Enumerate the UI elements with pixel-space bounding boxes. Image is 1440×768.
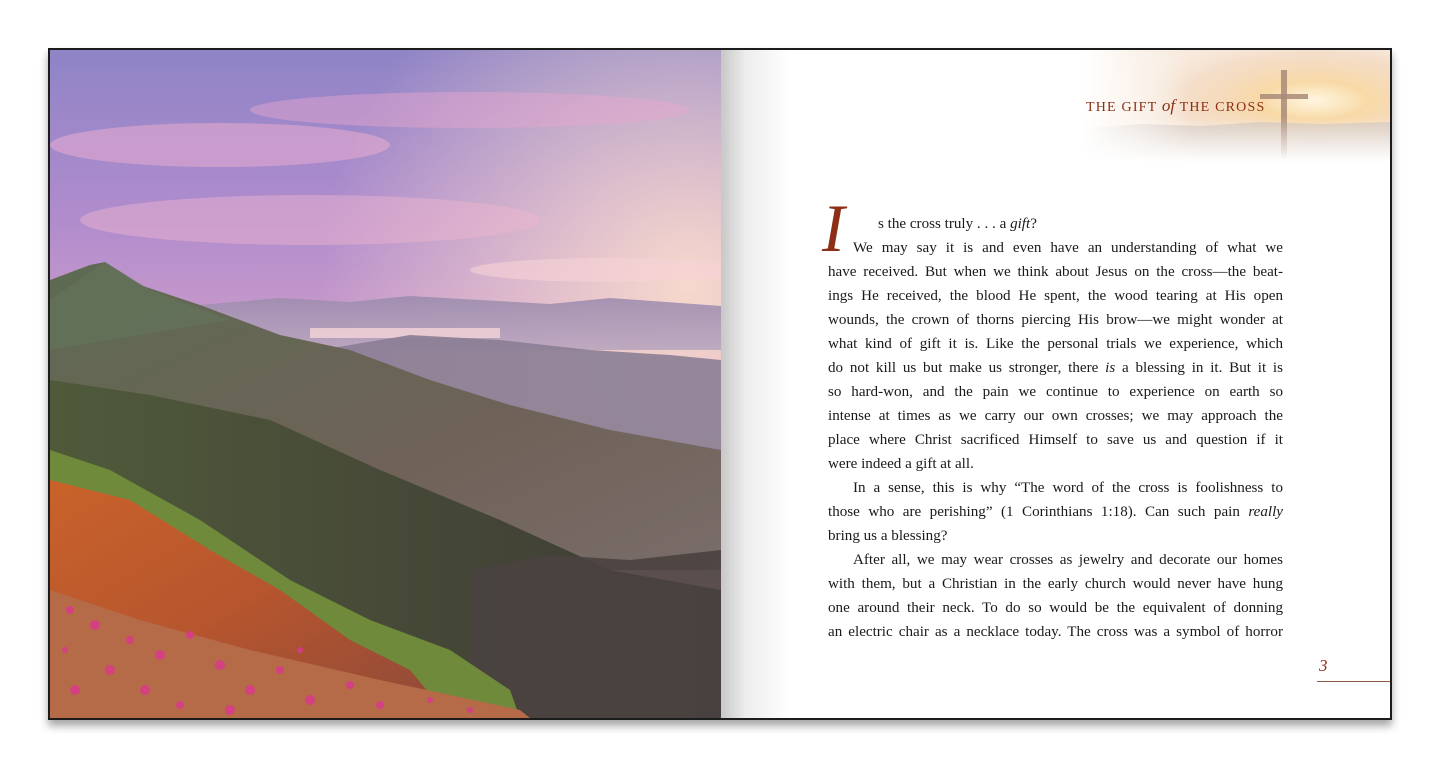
body-line — [828, 212, 1283, 236]
text-run: After all, we may wear crosses as jewelry and decorate our homes — [853, 552, 1283, 568]
text-run: with them, but a Christian in the early church would never have hung — [828, 576, 1283, 592]
text-run: s the cross truly . . . a — [878, 216, 1011, 232]
emphasis-text: really — [1248, 504, 1283, 520]
body-line — [828, 284, 1283, 308]
drop-cap: I — [822, 190, 845, 266]
body-line — [828, 620, 1283, 644]
mountain-landscape-image — [50, 50, 721, 718]
running-head-italic: of — [1161, 96, 1176, 115]
text-run: wounds, the crown of thorns piercing His brow—we might wonder at — [828, 312, 1283, 328]
text-run: In a sense, this is why “The word of the cross is foolishness to — [853, 480, 1283, 496]
text-run: have received. But when we think about Jesus on the cross—the beat- — [828, 264, 1283, 280]
text-run: what kind of gift it is. Like the personal trials we experience, which — [828, 336, 1283, 352]
body-text — [822, 190, 1283, 644]
body-line — [828, 380, 1283, 404]
text-run: intense at times as we carry our own crosses; we may approach the — [828, 408, 1283, 424]
body-line — [828, 332, 1283, 356]
text-run: those who are perishing” (1 Corinthians 1:18). Can such pain — [828, 504, 1249, 520]
text-run: ings He received, the blood He spent, the wood tearing at His open — [828, 288, 1283, 304]
page-number-rule — [1317, 681, 1392, 682]
emphasis-text: gift — [1010, 216, 1031, 232]
body-line — [828, 524, 1283, 548]
body-lines — [828, 212, 1283, 644]
body-line — [828, 572, 1283, 596]
book-spread — [48, 48, 1392, 720]
body-line — [828, 236, 1283, 260]
running-head-part2: THE CROSS — [1179, 100, 1266, 115]
text-run: an electric chair as a necklace today. The cross was a symbol of horror — [828, 624, 1283, 640]
text-run: so hard-won, and the pain we continue to experience on earth so — [828, 384, 1283, 400]
left-page-photo — [50, 50, 721, 718]
text-run: a blessing in it. But it is — [1115, 360, 1283, 376]
body-line — [828, 596, 1283, 620]
text-run: We may say it is and even have an understanding of what we — [853, 240, 1283, 256]
running-head-part1: THE GIFT — [1086, 100, 1158, 115]
running-head — [1086, 96, 1265, 116]
emphasis-text: is — [1105, 360, 1116, 376]
body-line — [828, 260, 1283, 284]
body-line — [828, 548, 1283, 572]
body-line — [828, 452, 1283, 476]
body-line — [828, 428, 1283, 452]
body-line — [828, 308, 1283, 332]
text-run: were indeed a gift at all. — [828, 456, 974, 472]
text-run: place where Christ sacrificed Himself to save us and question if it — [828, 432, 1283, 448]
gutter-shadow — [721, 50, 791, 718]
body-line — [828, 500, 1283, 524]
page-number: 3 — [1319, 656, 1328, 675]
text-run: do not kill us but make us stronger, there — [828, 360, 1106, 376]
text-run: bring us a blessing? — [828, 528, 948, 544]
body-line — [828, 356, 1283, 380]
right-page-text — [721, 50, 1392, 718]
text-run: ? — [1030, 216, 1037, 232]
body-line — [828, 404, 1283, 428]
body-line — [828, 476, 1283, 500]
text-run: one around their neck. To do so would be the equivalent of donning — [828, 600, 1283, 616]
